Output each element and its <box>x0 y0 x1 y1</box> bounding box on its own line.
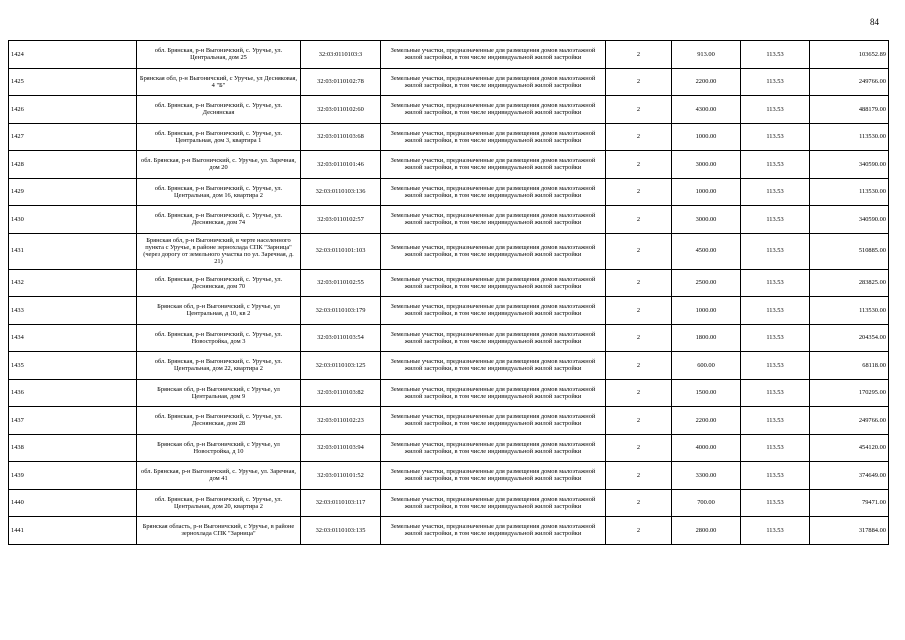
category-cell: 2 <box>606 269 672 297</box>
row-number-cell: 1434 <box>9 324 137 352</box>
cadastral-number-cell: 32:03:0110103:54 <box>301 324 381 352</box>
cadastral-number-cell: 32:03:0110103:179 <box>301 297 381 325</box>
row-number-cell: 1439 <box>9 462 137 490</box>
category-cell: 2 <box>606 151 672 179</box>
address-cell: обл. Брянская, р-н Выгоничский, с. Уручье, ул. Заречная, дом 20 <box>137 151 301 179</box>
land-valuation-table <box>8 40 889 545</box>
cadastral-value-cell: 374649.00 <box>810 462 889 490</box>
area-cell: 4000.00 <box>672 434 741 462</box>
cadastral-value-cell: 79471.00 <box>810 489 889 517</box>
category-cell: 2 <box>606 68 672 96</box>
area-cell: 600.00 <box>672 352 741 380</box>
rate-cell: 113.53 <box>741 178 810 206</box>
permitted-use-cell: Земельные участки, предназначенные для размещения домов малоэтажной жилой застройки, в том числе индивидуальной жилой застройки <box>381 517 606 545</box>
area-cell: 700.00 <box>672 489 741 517</box>
rate-cell: 113.53 <box>741 462 810 490</box>
permitted-use-cell: Земельные участки, предназначенные для размещения домов малоэтажной жилой застройки, в том числе индивидуальной жилой застройки <box>381 434 606 462</box>
cadastral-number-cell: 32:03:0110103:125 <box>301 352 381 380</box>
permitted-use-cell: Земельные участки, предназначенные для размещения домов малоэтажной жилой застройки, в том числе индивидуальной жилой застройки <box>381 407 606 435</box>
table-row <box>9 206 889 234</box>
row-number-cell: 1426 <box>9 96 137 124</box>
table-row <box>9 41 889 69</box>
cadastral-number-cell: 32:03:0110102:55 <box>301 269 381 297</box>
cadastral-value-cell: 170295.00 <box>810 379 889 407</box>
rate-cell: 113.53 <box>741 68 810 96</box>
page-number: 84 <box>870 17 879 27</box>
address-cell: обл. Брянская, р-н Выгоничский, с. Уручье, ул. Заречная, дом 41 <box>137 462 301 490</box>
rate-cell: 113.53 <box>741 96 810 124</box>
table-row <box>9 269 889 297</box>
table-row <box>9 462 889 490</box>
cadastral-value-cell: 510885.00 <box>810 233 889 269</box>
rate-cell: 113.53 <box>741 517 810 545</box>
cadastral-number-cell: 32:03:0110101:103 <box>301 233 381 269</box>
permitted-use-cell: Земельные участки, предназначенные для размещения домов малоэтажной жилой застройки, в том числе индивидуальной жилой застройки <box>381 96 606 124</box>
address-cell: обл. Брянская, р-н Выгоничский, с. Уручье, ул. Центральная, дом 20, квартира 2 <box>137 489 301 517</box>
address-cell: Брянская обл, р-н Выгоничский, в черте населенного пункта с Уручье, в районе зернохлада СПК "Зарница" (через дорогу от земельного участка по ул. Заречная, д. 21) <box>137 233 301 269</box>
category-cell: 2 <box>606 434 672 462</box>
table-row <box>9 68 889 96</box>
category-cell: 2 <box>606 517 672 545</box>
rate-cell: 113.53 <box>741 379 810 407</box>
address-cell: Брянская обл, р-н Выгоничский, с Уручье, ул Центральная, дом 9 <box>137 379 301 407</box>
category-cell: 2 <box>606 96 672 124</box>
cadastral-value-cell: 317884.00 <box>810 517 889 545</box>
row-number-cell: 1430 <box>9 206 137 234</box>
area-cell: 2500.00 <box>672 269 741 297</box>
cadastral-value-cell: 249766.00 <box>810 407 889 435</box>
permitted-use-cell: Земельные участки, предназначенные для размещения домов малоэтажной жилой застройки, в том числе индивидуальной жилой застройки <box>381 324 606 352</box>
cadastral-value-cell: 340590.00 <box>810 151 889 179</box>
row-number-cell: 1427 <box>9 123 137 151</box>
rate-cell: 113.53 <box>741 352 810 380</box>
category-cell: 2 <box>606 41 672 69</box>
area-cell: 4500.00 <box>672 233 741 269</box>
area-cell: 2200.00 <box>672 68 741 96</box>
row-number-cell: 1440 <box>9 489 137 517</box>
rate-cell: 113.53 <box>741 123 810 151</box>
area-cell: 4300.00 <box>672 96 741 124</box>
area-cell: 2800.00 <box>672 517 741 545</box>
cadastral-value-cell: 204354.00 <box>810 324 889 352</box>
permitted-use-cell: Земельные участки, предназначенные для размещения домов малоэтажной жилой застройки, в том числе индивидуальной жилой застройки <box>381 68 606 96</box>
category-cell: 2 <box>606 407 672 435</box>
cadastral-value-cell: 113530.00 <box>810 178 889 206</box>
cadastral-value-cell: 488179.00 <box>810 96 889 124</box>
address-cell: обл. Брянская, р-н Выгоничский, с. Уручье, ул. Деснянская, дом 28 <box>137 407 301 435</box>
category-cell: 2 <box>606 462 672 490</box>
rate-cell: 113.53 <box>741 434 810 462</box>
row-number-cell: 1441 <box>9 517 137 545</box>
row-number-cell: 1424 <box>9 41 137 69</box>
row-number-cell: 1431 <box>9 233 137 269</box>
table-row <box>9 178 889 206</box>
permitted-use-cell: Земельные участки, предназначенные для размещения домов малоэтажной жилой застройки, в том числе индивидуальной жилой застройки <box>381 462 606 490</box>
address-cell: обл. Брянская, р-н Выгоничский, с. Уручье, ул. Новостройка, дом 3 <box>137 324 301 352</box>
address-cell: обл. Брянская, р-н Выгоничский, с. Уручье, ул. Центральная, дом 3, квартира 1 <box>137 123 301 151</box>
cadastral-value-cell: 283825.00 <box>810 269 889 297</box>
permitted-use-cell: Земельные участки, предназначенные для размещения домов малоэтажной жилой застройки, в том числе индивидуальной жилой застройки <box>381 151 606 179</box>
permitted-use-cell: Земельные участки, предназначенные для размещения домов малоэтажной жилой застройки, в том числе индивидуальной жилой застройки <box>381 178 606 206</box>
table-row <box>9 407 889 435</box>
address-cell: обл. Брянская, р-н Выгоничский, с. Уручье, ул. Центральная, дом 22, квартира 2 <box>137 352 301 380</box>
row-number-cell: 1436 <box>9 379 137 407</box>
area-cell: 1000.00 <box>672 297 741 325</box>
address-cell: обл. Брянская, р-н Выгоничский, с. Уручье, ул. Деснянская, дом 74 <box>137 206 301 234</box>
permitted-use-cell: Земельные участки, предназначенные для размещения домов малоэтажной жилой застройки, в том числе индивидуальной жилой застройки <box>381 489 606 517</box>
permitted-use-cell: Земельные участки, предназначенные для размещения домов малоэтажной жилой застройки, в том числе индивидуальной жилой застройки <box>381 233 606 269</box>
cadastral-number-cell: 32:03:0110103:82 <box>301 379 381 407</box>
area-cell: 913.00 <box>672 41 741 69</box>
table-row <box>9 379 889 407</box>
category-cell: 2 <box>606 178 672 206</box>
address-cell: обл. Брянская, р-н Выгоничский, с. Уручье, ул. Деснянская <box>137 96 301 124</box>
cadastral-number-cell: 32:03:0110103:68 <box>301 123 381 151</box>
table-row <box>9 96 889 124</box>
permitted-use-cell: Земельные участки, предназначенные для размещения домов малоэтажной жилой застройки, в том числе индивидуальной жилой застройки <box>381 41 606 69</box>
rate-cell: 113.53 <box>741 489 810 517</box>
rate-cell: 113.53 <box>741 324 810 352</box>
cadastral-number-cell: 32:03:0110101:52 <box>301 462 381 490</box>
cadastral-value-cell: 113530.00 <box>810 297 889 325</box>
cadastral-number-cell: 32:03:0110103:94 <box>301 434 381 462</box>
cadastral-value-cell: 113530.00 <box>810 123 889 151</box>
permitted-use-cell: Земельные участки, предназначенные для размещения домов малоэтажной жилой застройки, в том числе индивидуальной жилой застройки <box>381 269 606 297</box>
cadastral-number-cell: 32:03:0110102:78 <box>301 68 381 96</box>
table-row <box>9 233 889 269</box>
cadastral-number-cell: 32:03:0110101:46 <box>301 151 381 179</box>
area-cell: 3300.00 <box>672 462 741 490</box>
row-number-cell: 1432 <box>9 269 137 297</box>
row-number-cell: 1428 <box>9 151 137 179</box>
area-cell: 3000.00 <box>672 206 741 234</box>
category-cell: 2 <box>606 352 672 380</box>
cadastral-number-cell: 32:03:0110103:117 <box>301 489 381 517</box>
area-cell: 1800.00 <box>672 324 741 352</box>
table-body <box>9 41 889 545</box>
rate-cell: 113.53 <box>741 41 810 69</box>
rate-cell: 113.53 <box>741 233 810 269</box>
cadastral-value-cell: 340590.00 <box>810 206 889 234</box>
table-row <box>9 517 889 545</box>
table-row <box>9 324 889 352</box>
cadastral-number-cell: 32:03:0110102:57 <box>301 206 381 234</box>
table-row <box>9 151 889 179</box>
table-row <box>9 434 889 462</box>
category-cell: 2 <box>606 123 672 151</box>
area-cell: 1000.00 <box>672 178 741 206</box>
rate-cell: 113.53 <box>741 407 810 435</box>
table-row <box>9 489 889 517</box>
rate-cell: 113.53 <box>741 206 810 234</box>
permitted-use-cell: Земельные участки, предназначенные для размещения домов малоэтажной жилой застройки, в том числе индивидуальной жилой застройки <box>381 352 606 380</box>
category-cell: 2 <box>606 489 672 517</box>
rate-cell: 113.53 <box>741 297 810 325</box>
table-row <box>9 123 889 151</box>
row-number-cell: 1435 <box>9 352 137 380</box>
category-cell: 2 <box>606 233 672 269</box>
row-number-cell: 1437 <box>9 407 137 435</box>
area-cell: 3000.00 <box>672 151 741 179</box>
category-cell: 2 <box>606 379 672 407</box>
permitted-use-cell: Земельные участки, предназначенные для размещения домов малоэтажной жилой застройки, в том числе индивидуальной жилой застройки <box>381 206 606 234</box>
row-number-cell: 1429 <box>9 178 137 206</box>
table-row <box>9 297 889 325</box>
cadastral-value-cell: 68118.00 <box>810 352 889 380</box>
address-cell: Брянская область, р-н Выгоничский, с Уручье, в районе зернохлада СПК "Зарница" <box>137 517 301 545</box>
address-cell: Брянская обл, р-н Выгоничский, с Уручье, ул Центральная, д 10, кв 2 <box>137 297 301 325</box>
address-cell: обл. Брянская, р-н Выгоничский, с. Уручье, ул. Центральная, дом 25 <box>137 41 301 69</box>
rate-cell: 113.53 <box>741 151 810 179</box>
cadastral-number-cell: 32:03:0110103:3 <box>301 41 381 69</box>
address-cell: Брянская обл, р-н Выгоничский, с Уручье, ул Десняковая, 4 "Б" <box>137 68 301 96</box>
permitted-use-cell: Земельные участки, предназначенные для размещения домов малоэтажной жилой застройки, в том числе индивидуальной жилой застройки <box>381 123 606 151</box>
row-number-cell: 1425 <box>9 68 137 96</box>
area-cell: 2200.00 <box>672 407 741 435</box>
cadastral-number-cell: 32:03:0110102:23 <box>301 407 381 435</box>
category-cell: 2 <box>606 324 672 352</box>
table-row <box>9 352 889 380</box>
area-cell: 1500.00 <box>672 379 741 407</box>
category-cell: 2 <box>606 206 672 234</box>
row-number-cell: 1433 <box>9 297 137 325</box>
cadastral-number-cell: 32:03:0110102:60 <box>301 96 381 124</box>
rate-cell: 113.53 <box>741 269 810 297</box>
category-cell: 2 <box>606 297 672 325</box>
address-cell: обл. Брянская, р-н Выгоничский, с. Уручье, ул. Деснянская, дом 70 <box>137 269 301 297</box>
area-cell: 1000.00 <box>672 123 741 151</box>
cadastral-number-cell: 32:03:0110103:135 <box>301 517 381 545</box>
permitted-use-cell: Земельные участки, предназначенные для размещения домов малоэтажной жилой застройки, в том числе индивидуальной жилой застройки <box>381 297 606 325</box>
cadastral-number-cell: 32:03:0110103:136 <box>301 178 381 206</box>
cadastral-value-cell: 249766.00 <box>810 68 889 96</box>
cadastral-value-cell: 454120.00 <box>810 434 889 462</box>
row-number-cell: 1438 <box>9 434 137 462</box>
address-cell: обл. Брянская, р-н Выгоничский, с. Уручье, ул. Центральная, дом 16, квартира 2 <box>137 178 301 206</box>
permitted-use-cell: Земельные участки, предназначенные для размещения домов малоэтажной жилой застройки, в том числе индивидуальной жилой застройки <box>381 379 606 407</box>
cadastral-value-cell: 103652.89 <box>810 41 889 69</box>
address-cell: Брянская обл, р-н Выгоничский, с Уручье, ул Новостройка, д 10 <box>137 434 301 462</box>
